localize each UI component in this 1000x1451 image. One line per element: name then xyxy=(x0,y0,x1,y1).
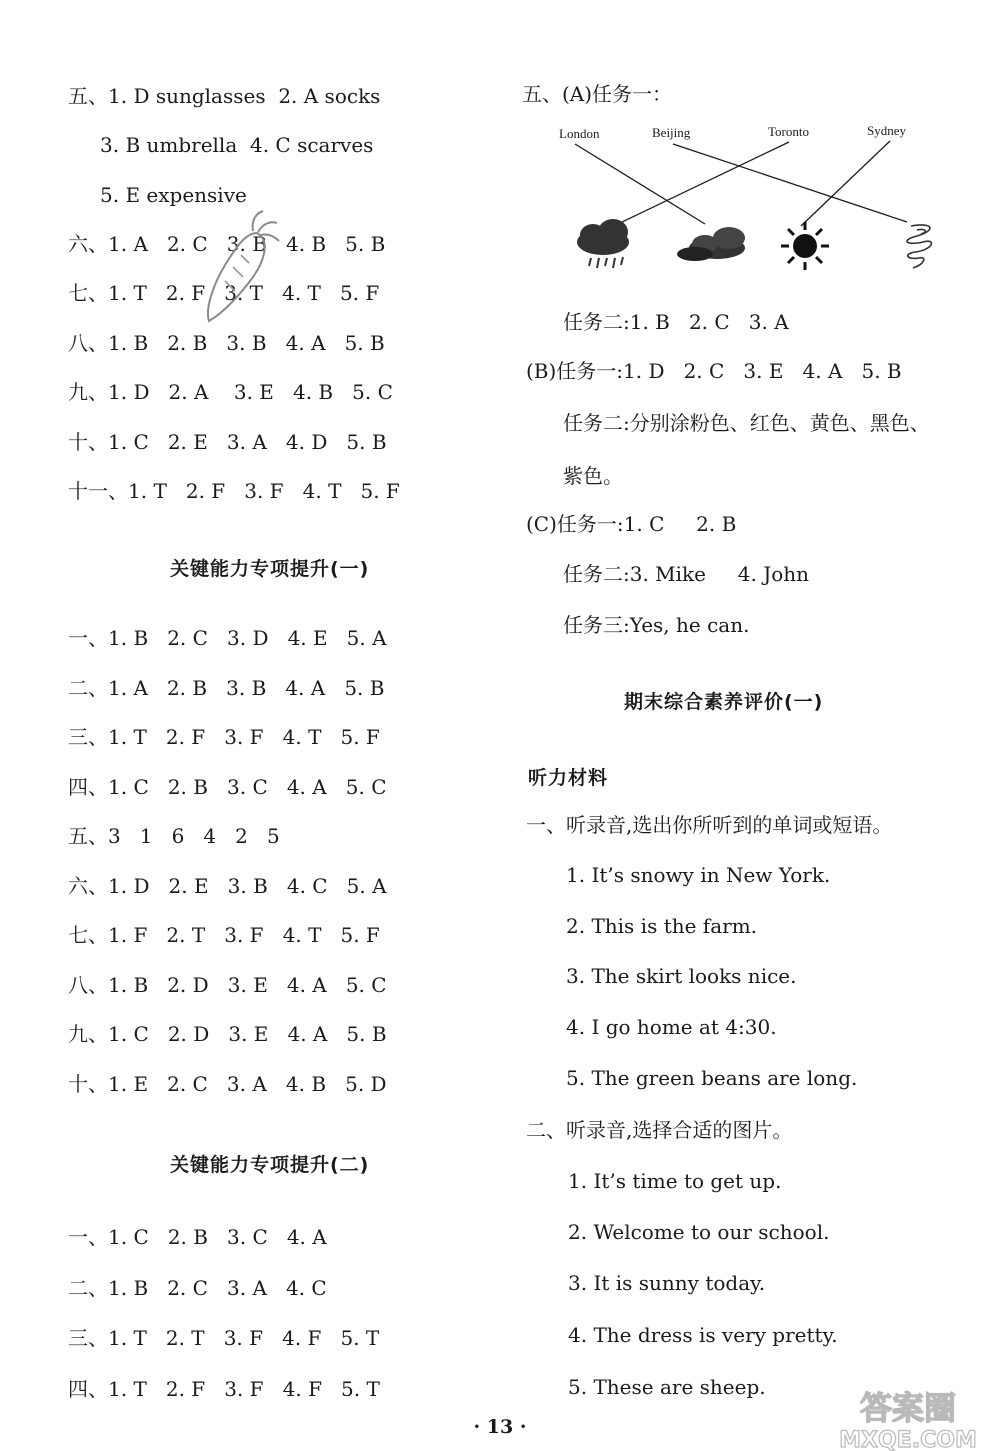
answer-line: 一、1. C 2. B 3. C 4. A xyxy=(68,1225,327,1249)
answer-line: 二、1. B 2. C 3. A 4. C xyxy=(68,1276,327,1300)
answer-line: 六、1. A 2. C 3. B 4. B 5. B xyxy=(68,232,386,256)
city-label-sydney: Sydney xyxy=(867,123,906,138)
windy-icon xyxy=(907,225,931,268)
answer-line: 七、1. T 2. F 3. T 4. T 5. F xyxy=(68,281,380,305)
section-title: 关键能力专项提升(一) xyxy=(170,558,370,580)
question-heading: 一、听录音,选出你所听到的单词或短语。 xyxy=(526,813,893,837)
match-line xyxy=(575,144,705,224)
city-label-london: London xyxy=(559,126,600,141)
city-weather-matching-diagram xyxy=(545,118,965,288)
listening-material-title: 听力材料 xyxy=(528,767,609,789)
answer-line: 八、1. B 2. B 3. B 4. A 5. B xyxy=(68,331,385,355)
answer-line: 九、1. D 2. A 3. E 4. B 5. C xyxy=(68,380,393,404)
answer-line: 八、1. B 2. D 3. E 4. A 5. C xyxy=(68,973,387,997)
question-heading: 二、听录音,选择合适的图片。 xyxy=(526,1118,793,1142)
svg-text:MXQE.COM: MXQE.COM xyxy=(839,1428,977,1451)
answer-line: 四、1. C 2. B 3. C 4. A 5. C xyxy=(68,775,387,799)
section-title: 期末综合素养评价(一) xyxy=(624,691,824,713)
section-title: 关键能力专项提升(二) xyxy=(170,1154,370,1176)
listening-item: 4. I go home at 4:30. xyxy=(566,1015,777,1039)
answer-line: 十一、1. T 2. F 3. F 4. T 5. F xyxy=(68,479,400,503)
answer-line: 五、1. D sunglasses 2. A socks xyxy=(68,84,381,108)
answer-line: 任务三:Yes, he can. xyxy=(563,613,750,637)
rainy-cloud-icon xyxy=(577,219,629,268)
answer-line: 五、3 1 6 4 2 5 xyxy=(68,824,280,848)
listening-item: 1. It’s snowy in New York. xyxy=(566,863,831,887)
answer-line: 三、1. T 2. F 3. F 4. T 5. F xyxy=(68,725,380,749)
sunny-icon xyxy=(781,222,829,270)
carrot-doodle-icon xyxy=(195,205,285,330)
answer-line: 任务二:3. Mike 4. John xyxy=(563,562,810,586)
svg-text:答案圈: 答案圈 xyxy=(859,1389,957,1427)
answer-line: 3. B umbrella 4. C scarves xyxy=(100,133,374,157)
answer-line: 九、1. C 2. D 3. E 4. A 5. B xyxy=(68,1022,387,1046)
listening-item: 3. The skirt looks nice. xyxy=(566,964,797,988)
answer-line: 六、1. D 2. E 3. B 4. C 5. A xyxy=(68,874,387,898)
answer-line: 三、1. T 2. T 3. F 4. F 5. T xyxy=(68,1326,380,1350)
site-watermark-logo xyxy=(820,1385,995,1451)
answer-line: 十、1. C 2. E 3. A 4. D 5. B xyxy=(68,430,387,454)
answer-line: 5. E expensive xyxy=(100,183,247,207)
answer-line: (B)任务一:1. D 2. C 3. E 4. A 5. B xyxy=(526,359,902,383)
listening-item: 4. The dress is very pretty. xyxy=(568,1323,838,1347)
listening-item: 3. It is sunny today. xyxy=(568,1271,766,1295)
page-number: · 13 · xyxy=(473,1416,527,1438)
answer-line: 四、1. T 2. F 3. F 4. F 5. T xyxy=(68,1377,380,1401)
listening-item: 2. This is the farm. xyxy=(566,914,758,938)
listening-item: 1. It’s time to get up. xyxy=(568,1169,782,1193)
task-label: 五、(A)任务一： xyxy=(522,82,673,106)
answer-line: 一、1. B 2. C 3. D 4. E 5. A xyxy=(68,626,387,650)
listening-item: 2. Welcome to our school. xyxy=(568,1220,830,1244)
answer-line: 紫色。 xyxy=(563,464,623,488)
city-label-toronto: Toronto xyxy=(768,124,809,139)
answer-line: 七、1. F 2. T 3. F 4. T 5. F xyxy=(68,923,380,947)
match-line xyxy=(597,142,789,234)
listening-item: 5. These are sheep. xyxy=(568,1375,766,1399)
city-label-beijing: Beijing xyxy=(652,125,691,140)
answer-line: (C)任务一:1. C 2. B xyxy=(526,512,737,536)
match-line xyxy=(801,141,890,226)
listening-item: 5. The green beans are long. xyxy=(566,1066,858,1090)
answer-line: 二、1. A 2. B 3. B 4. A 5. B xyxy=(68,676,385,700)
cloudy-icon xyxy=(677,227,745,261)
match-line xyxy=(673,144,907,222)
answer-line: 十、1. E 2. C 3. A 4. B 5. D xyxy=(68,1072,387,1096)
answer-line: 任务二:分别涂粉色、红色、黄色、黑色、 xyxy=(563,411,930,435)
answer-line: 任务二:1. B 2. C 3. A xyxy=(563,310,789,334)
